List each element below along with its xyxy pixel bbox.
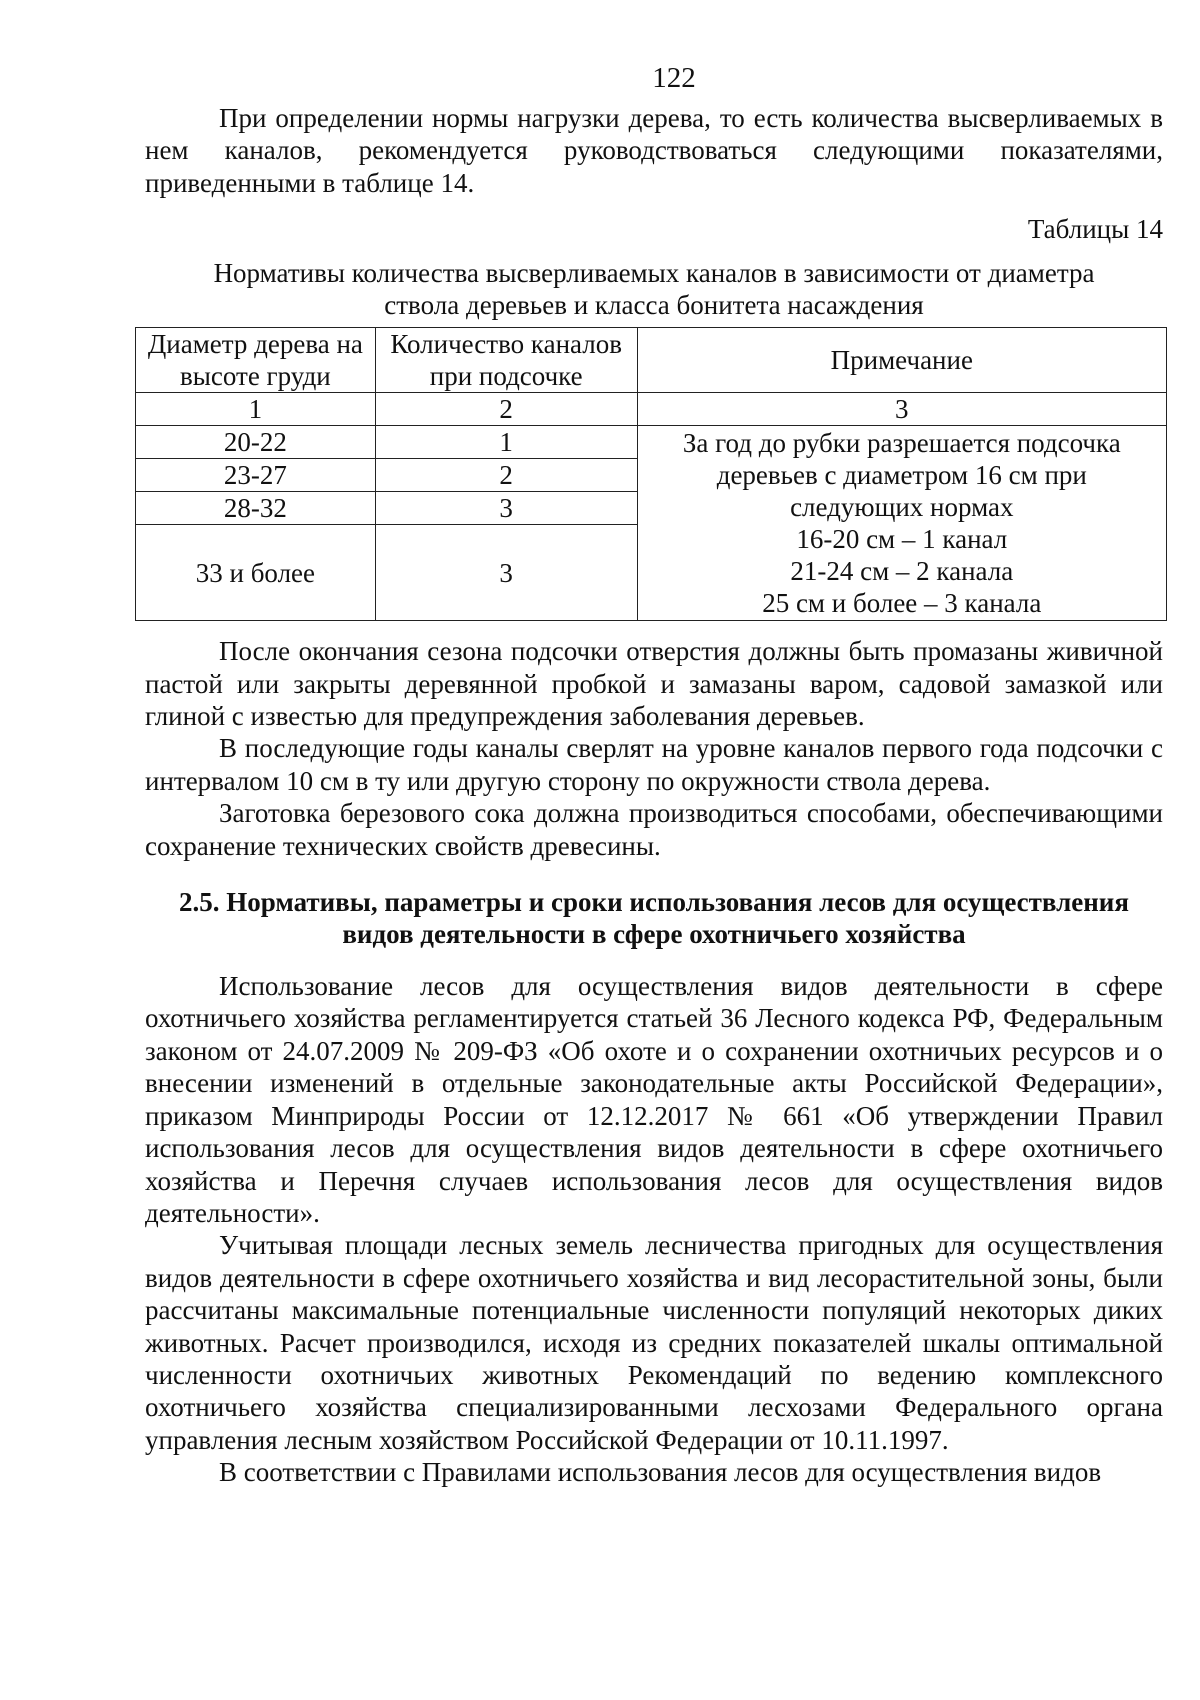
body-paragraph: Заготовка березового сока должна производиться способами, обеспечивающими сохранение технических свойств древесины. xyxy=(145,798,1163,861)
diameter-cell: 33 и более xyxy=(136,525,376,621)
channels-cell: 3 xyxy=(375,525,637,621)
norms-table xyxy=(135,327,1167,621)
body-paragraph: В соответствии с Правилами использования лесов для осуществления видов xyxy=(219,1457,1102,1488)
note-line: следующих нормах xyxy=(790,492,1014,523)
header-note: Примечание xyxy=(637,328,1166,393)
column-number: 1 xyxy=(136,393,376,426)
column-number: 2 xyxy=(375,393,637,426)
column-number: 3 xyxy=(637,393,1166,426)
body-paragraph: Учитывая площади лесных земель лесничества пригодных для осуществления видов деятельности в сфере охотничьего хозяйства и вид лесорастительной зоны, были рассчитаны максимальные потенциальные численности популяций некоторых диких животных. Расчет производился, исходя из средних показателей шкалы оптимальной численности охотничьих животных Рекомендаций по ведению комплексного охотничьего хозяйства специализированными лесхозами Федерального органа управления лесным хозяйством Российской Федерации от 10.11.1997. xyxy=(145,1230,1163,1455)
channels-cell: 3 xyxy=(375,492,637,525)
body-paragraph: Использование лесов для осуществления видов деятельности в сфере охотничьего хозяйства регламентируется статьей 36 Лесного кодекса РФ, Федеральным законом от 24.07.2009 № 209-ФЗ «Об охоте и о сохранении охотничьих ресурсов и о внесении изменений в отдельные законодательные акты Российской Федерации», приказом Минприроды России от 12.12.2017 № 661 «Об утверждении Правил использования лесов для осуществления видов деятельности в сфере охотничьего хозяйства и Перечня случаев использования лесов для осуществления видов деятельности». xyxy=(145,971,1163,1228)
note-line: За год до рубки разрешается подсочка xyxy=(682,428,1121,459)
intro-paragraph: При определении нормы нагрузки дерева, то есть количества высверливаемых в нем каналов, рекомендуется руководствоваться следующими показателями, приведенными в таблице 14. xyxy=(145,103,1163,198)
note-line: деревьев с диаметром 16 см при xyxy=(716,460,1087,491)
diameter-cell: 20-22 xyxy=(136,426,376,459)
note-line: 25 см и более – 3 канала xyxy=(762,588,1042,619)
page-number: 122 xyxy=(652,62,696,94)
channels-cell: 1 xyxy=(375,426,637,459)
table-title: Нормативы количества высверливаемых каналов в зависимости от диаметра ствола деревьев и класса бонитета насаждения xyxy=(213,258,1095,321)
header-diameter: Диаметр дерева на высоте груди xyxy=(136,328,376,393)
document-page xyxy=(145,62,1163,1489)
table-label: Таблицы 14 xyxy=(1027,214,1163,245)
body-paragraph: В последующие годы каналы сверлят на уровне каналов первого года подсочки с интервалом 10 см в ту или другую сторону по окружности ствола дерева. xyxy=(145,733,1163,796)
diameter-cell: 28-32 xyxy=(136,492,376,525)
table-header-row xyxy=(136,328,1167,393)
section-heading: 2.5. Нормативы, параметры и сроки использования лесов для осуществления видов деятельности в сфере охотничьего хозяйства xyxy=(179,887,1129,950)
channels-cell: 2 xyxy=(375,459,637,492)
header-channels: Количество каналов при подсочке xyxy=(375,328,637,393)
table-row xyxy=(136,426,1167,459)
table-number-row xyxy=(136,393,1167,426)
note-line: 21-24 см – 2 канала xyxy=(790,556,1014,587)
body-paragraph: После окончания сезона подсочки отверстия должны быть промазаны живичной пастой или закрыты деревянной пробкой и замазаны варом, садовой замазкой или глиной с известью для предупреждения заболевания деревьев. xyxy=(145,636,1163,732)
note-line: 16-20 см – 1 канал xyxy=(796,524,1008,555)
diameter-cell: 23-27 xyxy=(136,459,376,492)
note-cell xyxy=(637,426,1166,621)
